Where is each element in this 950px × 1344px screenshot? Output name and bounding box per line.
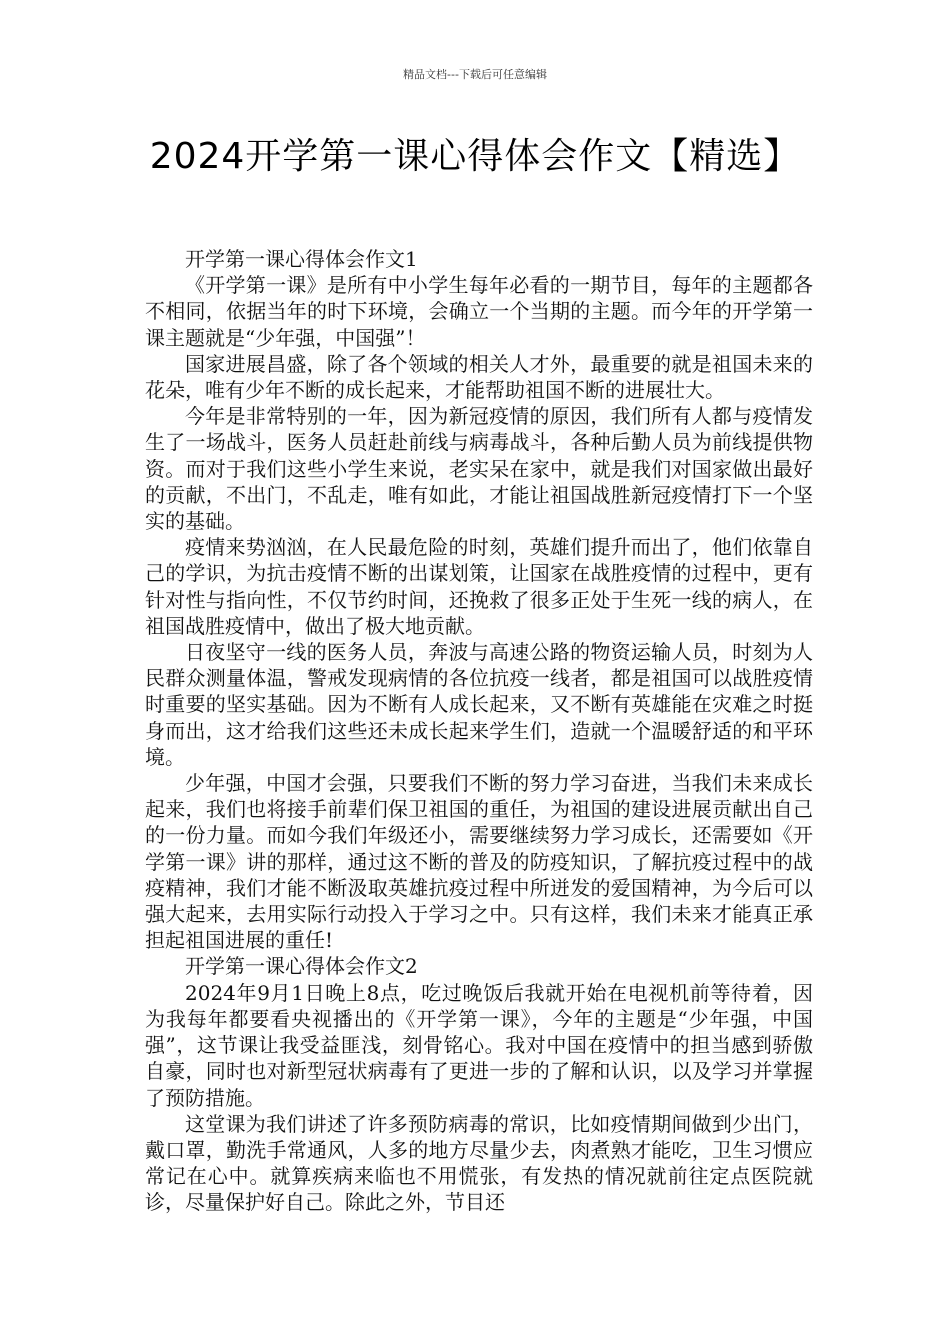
header-note: 精品文档---下载后可任意编辑 [403, 68, 547, 81]
paragraph: 日夜坚守一线的医务人员，奔波与高速公路的物资运输人员，时刻为人民群众测量体温，警戒发现病情的各位抗疫一线者，都是祖国可以战胜疫情时重要的坚实基础。因为不断有人成长起来，又不断有英雄能在灾难之时挺身而出，这才给我们这些还未成长起来学生们，造就一个温暖舒适的和平环境。 [145, 640, 813, 769]
section-heading: 开学第一课心得体会作文2 [185, 954, 418, 979]
document-title: 2024开学第一课心得体会作文【精选】 [149, 136, 801, 177]
paragraph: 2024年9月1日晚上8点，吃过晚饭后我就开始在电视机前等待着，因为我每年都要看央视播出的《开学第一课》，今年的主题是“少年强，中国强”，这节课让我受益匪浅，刻骨铭心。我对中国在疫情中的担当感到骄傲自豪，同时也对新型冠状病毒有了更进一步的了解和认识，以及学习并掌握了预防措施。 [145, 980, 813, 1110]
paragraph: 少年强，中国才会强，只要我们不断的努力学习奋进，当我们未来成长起来，我们也将接手前辈们保卫祖国的重任，为祖国的建设进展贡献出自己的一份力量。而如今我们年级还小，需要继续努力学习成长，还需要如《开学第一课》讲的那样，通过这不断的普及的防疫知识，了解抗疫过程中的战疫精神，我们才能不断汲取英雄抗疫过程中所迸发的爱国精神，为今后可以强大起来，去用实际行动投入于学习之中。只有这样，我们未来才能真正承担起祖国进展的重任! [145, 771, 813, 953]
document-body [145, 246, 813, 1216]
paragraph: 《开学第一课》是所有中小学生每年必看的一期节目，每年的主题都各不相同，依据当年的时下环境，会确立一个当期的主题。而今年的开学第一课主题就是“少年强，中国强”！ [145, 273, 813, 350]
paragraph: 今年是非常特别的一年，因为新冠疫情的原因，我们所有人都与疫情发生了一场战斗，医务人员赶赴前线与病毒战斗，各种后勤人员为前线提供物资。而对于我们这些小学生来说，老实呆在家中，就是我们对国家做出最好的贡献，不出门，不乱走，唯有如此，才能让祖国战胜新冠疫情打下一个坚实的基础。 [145, 404, 813, 534]
paragraph: 国家进展昌盛，除了各个领域的相关人才外，最重要的就是祖国未来的花朵，唯有少年不断的成长起来，才能帮助祖国不断的进展壮大。 [145, 351, 813, 403]
section-heading: 开学第一课心得体会作文1 [185, 247, 418, 271]
paragraph: 疫情来势汹汹，在人民最危险的时刻，英雄们提升而出了，他们依靠自己的学识，为抗击疫情不断的出谋划策，让国家在战胜疫情的过程中，更有针对性与指向性，不仅节约时间，还挽救了很多正处于生死一线的病人，在祖国战胜疫情中，做出了极大地贡献。 [145, 535, 813, 638]
paragraph: 这堂课为我们讲述了许多预防病毒的常识，比如疫情期间做到少出门，戴口罩，勤洗手常通风，人多的地方尽量少去，肉煮熟才能吃，卫生习惯应常记在心中。就算疾病来临也不用慌张，有发热的情况就前往定点医院就诊，尽量保护好自己。除此之外，节目还 [145, 1111, 813, 1215]
